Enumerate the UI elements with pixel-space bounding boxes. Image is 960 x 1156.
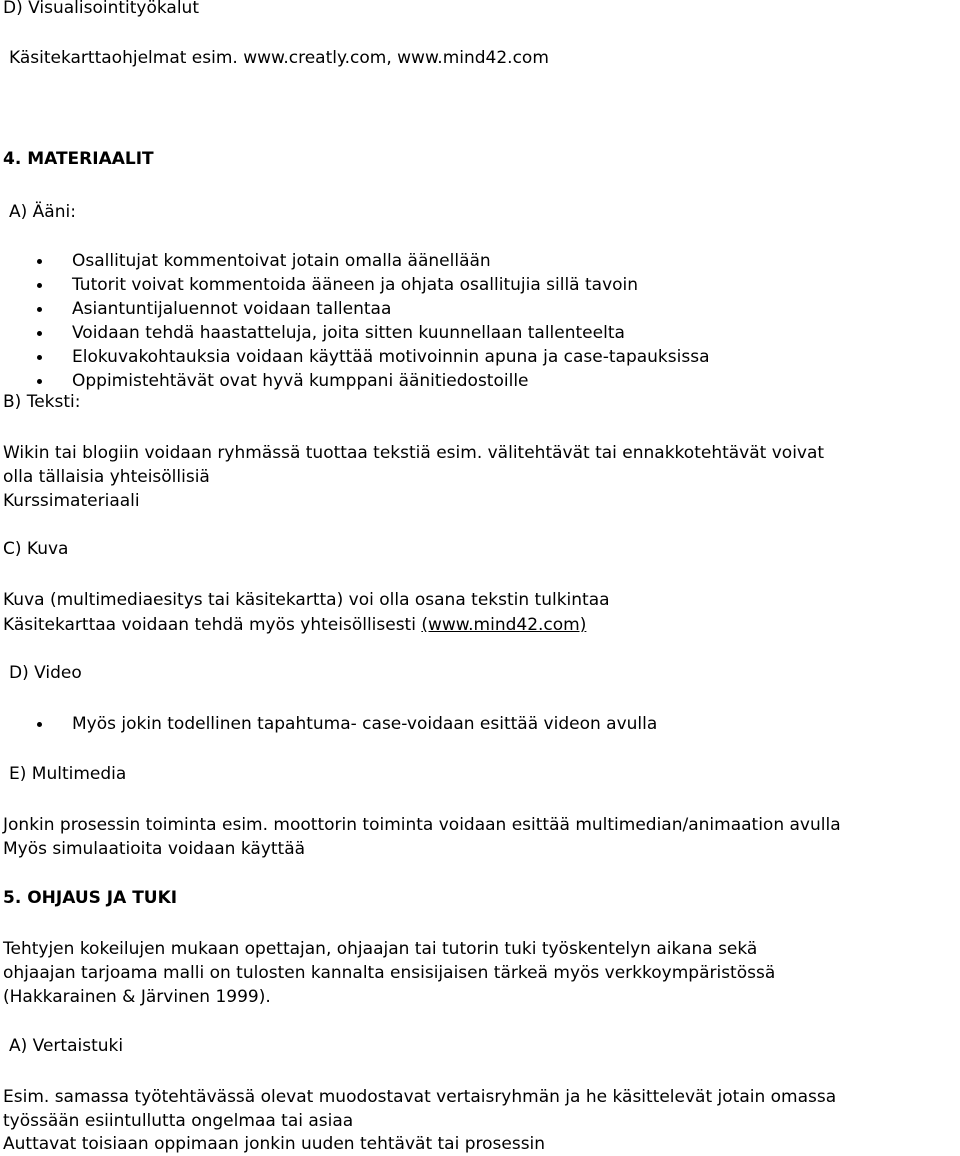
text-line-1: Wikin tai blogiin voidaan ryhmässä tuottaa tekstiä esim. välitehtävät tai ennakkotehtävät voivat <box>3 443 825 463</box>
peer-line-2: työssään esiintullutta ongelmaa tai asiaa <box>3 1111 354 1131</box>
image-line-2 <box>3 613 586 637</box>
image-line-1: Kuva (multimediaesitys tai käsitekartta) voi olla osana tekstin tulkintaa <box>3 590 610 610</box>
list-item: Tutorit voivat kommentoida ääneen ja ohjata osallitujia sillä tavoin <box>0 273 709 297</box>
peer-line-3: Auttavat toisiaan oppimaan jonkin uuden tehtävät tai prosessin <box>3 1134 546 1154</box>
guidance-para-line-1: Tehtyjen kokeilujen mukaan opettajan, ohjaajan tai tutorin tuki työskentelyn aikana sekä <box>3 939 758 959</box>
guidance-para-line-3: (Hakkarainen & Järvinen 1999). <box>3 987 271 1007</box>
guidance-para-line-2: ohjaajan tarjoama malli on tulosten kannalta ensisijaisen tärkeä myös verkkoympäristössä <box>3 963 776 983</box>
guidance-heading: 5. OHJAUS JA TUKI <box>3 888 178 908</box>
list-item: Elokuvakohtauksia voidaan käyttää motivoinnin apuna ja case-tapauksissa <box>0 345 709 369</box>
video-list <box>0 712 657 736</box>
text-heading: B) Teksti: <box>3 392 81 412</box>
list-item: Voidaan tehdä haastatteluja, joita sitten kuunnellaan tallenteelta <box>0 321 709 345</box>
text-line-2: olla tällaisia yhteisöllisiä <box>3 467 210 487</box>
visualization-text: Käsitekarttaohjelmat esim. www.creatly.com, www.mind42.com <box>9 48 549 68</box>
multimedia-line-2: Myös simulaatioita voidaan käyttää <box>3 839 306 859</box>
list-item: Osallitujat kommentoivat jotain omalla äänellään <box>0 249 709 273</box>
audio-heading: A) Ääni: <box>9 202 76 222</box>
image-heading: C) Kuva <box>3 539 69 559</box>
visualization-heading: D) Visualisointityökalut <box>3 0 199 18</box>
list-item: Oppimistehtävät ovat hyvä kumppani äänitiedostoille <box>0 369 709 393</box>
list-item: Asiantuntijaluennot voidaan tallentaa <box>0 297 709 321</box>
multimedia-line-1: Jonkin prosessin toiminta esim. moottorin toiminta voidaan esittää multimedian/animaation avulla <box>3 815 841 835</box>
multimedia-heading: E) Multimedia <box>9 764 127 784</box>
image-line-2-text: Käsitekarttaa voidaan tehdä myös yhteisöllisesti <box>3 615 422 635</box>
mind42-link[interactable]: (www.mind42.com) <box>421 615 587 635</box>
peer-heading: A) Vertaistuki <box>9 1036 124 1056</box>
list-item: Myös jokin todellinen tapahtuma- case-voidaan esittää videon avulla <box>0 712 657 736</box>
materials-heading: 4. MATERIAALIT <box>3 149 154 169</box>
video-heading: D) Video <box>9 663 82 683</box>
audio-list <box>0 249 709 393</box>
peer-line-1: Esim. samassa työtehtävässä olevat muodostavat vertaisryhmän ja he käsittelevät jotain omassa <box>3 1087 837 1107</box>
text-line-3: Kurssimateriaali <box>3 491 140 511</box>
